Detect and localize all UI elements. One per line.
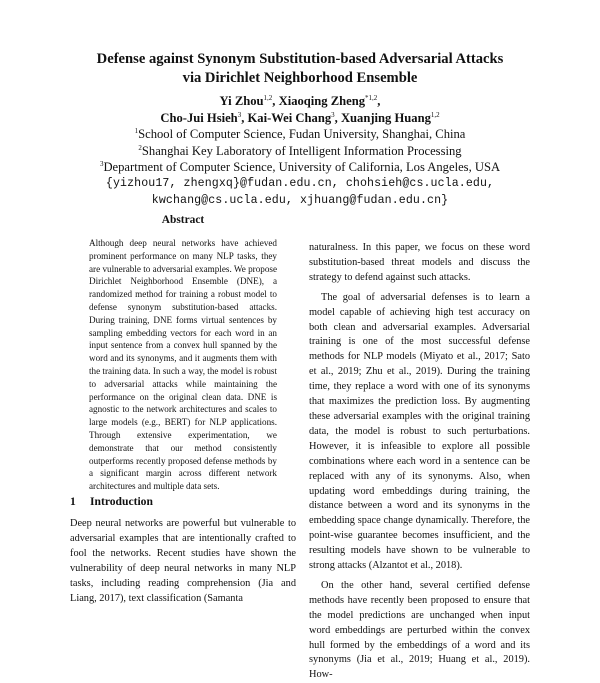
author-block: [40, 93, 560, 209]
affiliation-text: Department of Computer Science, University of California, Los Angeles, USA: [103, 160, 501, 175]
paragraph: On the other hand, several certified defense methods have recently been proposed to ensure that the model predictions are unchanged when input word embeddings are perturbed within the convex hull formed by the embeddings of a word and its synonyms (Jia et al., 2019; Huang et al., 2019). How-: [309, 579, 530, 681]
affiliation-marker: 1: [134, 127, 139, 135]
email-line-1: {yizhou17, zhengxq}@fudan.edu.cn, chohsieh@cs.ucla.edu,: [105, 176, 495, 190]
introduction-text: [70, 517, 296, 606]
paragraph: naturalness. In this paper, we focus on these word substitution-based threat models and discuss the strategy to defend against such attacks.: [309, 242, 530, 283]
author-affil-marker: 3: [237, 110, 242, 119]
author-name: Xuanjing Huang: [340, 110, 431, 125]
paper-title-line-2: via Dirichlet Neighborhood Ensemble: [182, 70, 418, 86]
author-affil-marker: 1,2: [430, 110, 440, 119]
author-line-2: [40, 110, 560, 127]
paragraph: The goal of adversarial defenses is to learn a model capable of achieving high test accuracy on both clean and adversarial examples. Adversarial training is one of the most successful defense methods for NLP models (Miyato et al., 2017; Sato et al., 2019; Zhu et al., 2019). During the training time, they replace a word with one of its synonyms that maximizes the prediction loss. By augmenting these adversarial examples with the original training data, the model is robust to such perturbations. However, it is infeasible to explore all possible combinations where each word in a sentence can be replaced with any of its synonyms. Also, when updating word embeddings during training, the distance between a word and its synonyms in the embedding space change dynamically. Therefore, the point-wise guarantee becomes insufficient, and the resulting models have shown to be vulnerable to strong attacks (Alzantot et al., 2018).: [309, 291, 530, 572]
affiliation-text: Shanghai Key Laboratory of Intelligent Information Processing: [141, 143, 462, 158]
author-affil-marker: 1,2: [263, 93, 273, 102]
author-separator: ,: [377, 94, 381, 108]
section-heading-introduction: [70, 495, 153, 508]
abstract-text: Although deep neural networks have achieved prominent performance on many NLP tasks, they are vulnerable to adversarial examples. We propose Dirichlet Neighborhood Ensemble (DNE), a randomized method for training a robust model to defense synonym substitution-based attacks. During training, DNE forms virtual sentences by sampling embedding vectors for each word in an input sentence from a convex hull spanned by the word and its synonyms, and it augments them with the training data. In such a way, the model is robust to adversarial attacks while maintaining the performance on the original clean data. DNE is agnostic to the network architectures and scales to large models (e.g., BERT) for NLP applications. Through extensive experimentation, we demonstrate that our method consistently outperforms recently proposed defense methods by a significant margin across different network architectures and multiple data sets.: [89, 238, 277, 492]
paper-title-line-1: Defense against Synonym Substitution-based Adversarial Attacks: [96, 51, 504, 67]
section-number: 1: [70, 495, 76, 508]
author-name: Xiaoqing Zheng: [278, 94, 366, 108]
affiliation-marker: 2: [138, 143, 142, 152]
affiliation-3: [40, 159, 560, 176]
author-line-1: [40, 93, 560, 110]
paragraph: Deep neural networks are powerful but vulnerable to adversarial examples that are intentionally crafted to fool the networks. Recent studies have shown the vulnerability of deep neural networks in many NLP tasks, including reading comprehension (Jia and Liang, 2017), text classification (Samanta: [70, 518, 296, 604]
right-column: [309, 241, 530, 683]
author-affil-marker: *1,2: [365, 93, 378, 102]
author-separator: ,: [334, 110, 338, 125]
abstract-heading: Abstract: [161, 214, 205, 226]
author-name: Cho-Jui Hsieh: [160, 110, 238, 125]
affiliation-text: School of Computer Science, Fudan University, Shanghai, China: [138, 127, 466, 142]
author-name: Yi Zhou: [219, 94, 264, 108]
author-separator: ,: [272, 94, 276, 108]
affiliation-marker: 3: [99, 160, 104, 169]
paper-title: [40, 50, 560, 88]
author-affil-marker: 3: [331, 110, 335, 119]
section-title: Introduction: [90, 495, 153, 508]
affiliation-2: [40, 143, 560, 160]
author-name: Kai-Wei Chang: [247, 110, 332, 125]
email-line-2: kwchang@cs.ucla.edu, xjhuang@fudan.edu.cn}: [151, 193, 449, 207]
affiliation-1: [40, 126, 560, 143]
author-separator: ,: [241, 110, 245, 125]
